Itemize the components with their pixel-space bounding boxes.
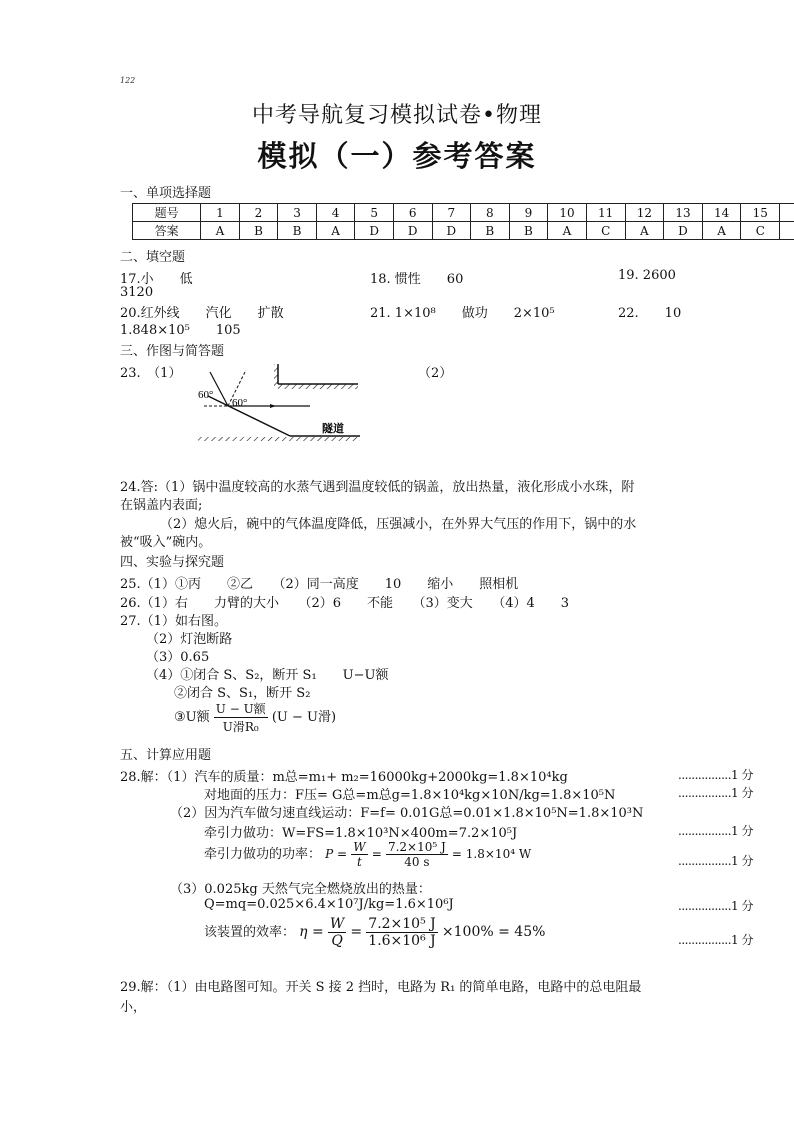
fraction-denominator: Q (331, 933, 343, 949)
answer-28-heat-value: Q=mq=0.025×6.4×10⁷J/kg=1.6×10⁶J (204, 897, 454, 912)
score-mark: ................1 分 (678, 933, 753, 947)
fraction-numerator: U − U额 (215, 702, 266, 716)
table-cell: B (278, 222, 317, 240)
answer-29-line2: 小， (120, 1000, 147, 1015)
table-cell: D (393, 222, 432, 240)
fraction-denominator: t (357, 855, 362, 869)
table-cell: D (664, 222, 703, 240)
table-cell: 11 (586, 204, 625, 222)
answer-28-work: 牵引力做功：W=FS=1.8×10³N×400m=7.2×10⁵J (204, 826, 518, 841)
section-choice: 一、单项选择题 (120, 186, 212, 201)
answer-24-line3: （2）熄火后，碗中的气体温度降低，压强减小，在外界大气压的作用下，锅中的水 (160, 517, 637, 532)
answer-27-2: （2）灯泡断路 (146, 632, 233, 647)
formula-suffix: (U − U滑) (271, 710, 337, 725)
table-cell: 6 (393, 204, 432, 222)
answer-21: 21. 1×10⁸ 做功 2×10⁵ (370, 306, 555, 321)
answer-24-line1: 24.答:（1）锅中温度较高的水蒸气遇到温度较低的锅盖，放出热量，液化形成小水珠，附 (120, 480, 635, 495)
score-mark: ................1 分 (678, 824, 753, 838)
answer-28-mass: 28.解：（1）汽车的质量：m总=m₁+ m₂=16000kg+2000kg=1.8×10⁴kg (120, 770, 568, 785)
formula-fraction (351, 840, 367, 869)
table-cell: D (355, 222, 394, 240)
answer-27-3: （3）0.65 (146, 650, 210, 665)
tunnel-reflection-diagram (190, 356, 370, 448)
fraction-denominator: 1.6×10⁶ J (368, 933, 436, 949)
formula-prefix: 该装置的效率： (204, 925, 296, 940)
table-cell: 2 (239, 204, 278, 222)
answer-28-power (204, 840, 531, 869)
answer-27-5: ②闭合 S、S₁，断开 S₂ (174, 686, 311, 701)
table-header-number: 题号 (133, 204, 201, 222)
answer-26: 26.（1）右 力臂的大小 （2）6 不能 （3）变大 （4）4 3 (120, 596, 570, 611)
formula-prefix: ③U额 (174, 710, 210, 725)
answer-27-4: （4）①闭合 S、S₂，断开 S₁ U−U额 (146, 668, 389, 683)
table-header-answer: 答案 (133, 222, 201, 240)
answer-17-cont: 3120 (120, 285, 154, 300)
table-cell-cut (780, 222, 794, 240)
formula-fraction (386, 840, 448, 869)
score-mark: ................1 分 (678, 768, 753, 782)
table-cell: 7 (432, 204, 471, 222)
table-row-numbers (133, 204, 794, 222)
table-cell: D (432, 222, 471, 240)
tunnel-label: 隧道 (322, 422, 344, 435)
answer-28-efficiency (204, 916, 545, 949)
table-cell: 1 (201, 204, 240, 222)
score-mark: ................1 分 (678, 854, 753, 868)
answer-28-force: （2）因为汽车做匀速直线运动：F=f= 0.01G总=0.01×1.8×10⁵N=1.8×10³N (170, 806, 644, 821)
table-cell: A (201, 222, 240, 240)
table-cell-cut (780, 204, 794, 222)
answer-20-cont: 1.848×10⁵ 105 (120, 323, 241, 338)
formula-symbol: P = (325, 847, 348, 861)
answer-22: 22. 10 (618, 306, 682, 321)
section-calc: 五、计算应用题 (120, 748, 212, 763)
answer-20: 20.红外线 汽化 扩散 (120, 306, 284, 321)
fraction-denominator: U滑R₀ (222, 720, 259, 734)
table-cell: 14 (702, 204, 741, 222)
answer-27-1: 27.（1）如右图。 (120, 614, 227, 629)
table-cell: C (741, 222, 780, 240)
fraction-numerator: 7.2×10⁵ J (387, 840, 446, 854)
answer-19: 19. 2600 (618, 268, 676, 283)
answer-28-heat: （3）0.025kg 天然气完全燃烧放出的热量： (170, 882, 431, 897)
answer-18: 18. 惯性 60 (370, 272, 464, 287)
formula-symbol: η = (299, 924, 324, 940)
table-cell: 4 (316, 204, 355, 222)
formula-fraction (366, 916, 437, 949)
table-cell: B (471, 222, 510, 240)
answer-24-line4: 被“吸入”碗内。 (120, 535, 212, 550)
answer-17: 17.小 低 (120, 272, 193, 287)
score-mark: ................1 分 (678, 786, 753, 800)
table-row-answers (133, 222, 794, 240)
table-cell: 15 (741, 204, 780, 222)
formula-result: ×100% = 45% (441, 924, 546, 940)
answer-28-pressure: 对地面的压力：F压= G总=m总g=1.8×10⁴kg×10N/kg=1.8×10⁵N (204, 788, 616, 803)
table-cell: A (702, 222, 741, 240)
table-cell: A (316, 222, 355, 240)
formula-fraction (328, 916, 346, 949)
table-cell: C (586, 222, 625, 240)
answer-table (132, 203, 794, 240)
table-cell: B (239, 222, 278, 240)
table-cell: 8 (471, 204, 510, 222)
answer-24-line2: 在锅盖内表面; (120, 498, 203, 513)
formula-equals: = (371, 847, 382, 861)
page-number: 122 (120, 76, 136, 85)
angle-label: 60° (232, 397, 248, 409)
formula-fraction (214, 700, 268, 735)
answer-27-6 (174, 700, 336, 735)
section-experiment: 四、实验与探究题 (120, 555, 225, 570)
table-cell: 5 (355, 204, 394, 222)
table-cell: A (625, 222, 664, 240)
answer-29-line1: 29.解：（1）由电路图可知。开关 S 接 2 挡时，电路为 R₁ 的简单电路，电路中的总电阻最 (120, 980, 642, 995)
fraction-denominator: 40 s (404, 855, 430, 869)
section-fill: 二、填空题 (120, 250, 186, 265)
fraction-numerator: 7.2×10⁵ J (368, 916, 436, 932)
answer-25: 25.（1）①丙 ②乙 （2）同一高度 10 缩小 照相机 (120, 577, 519, 592)
page-title: 中考导航复习模拟试卷•物理 (252, 103, 542, 128)
answer-23-part2: （2） (418, 366, 453, 381)
table-cell: 10 (548, 204, 587, 222)
table-cell: A (548, 222, 587, 240)
table-cell: 3 (278, 204, 317, 222)
score-mark: ................1 分 (678, 899, 753, 913)
formula-result: = 1.8×10⁴ W (451, 847, 532, 861)
fraction-numerator: W (353, 840, 366, 854)
table-cell: B (509, 222, 548, 240)
table-cell: 12 (625, 204, 664, 222)
angle-label: 60° (198, 389, 214, 401)
section-drawing: 三、作图与简答题 (120, 344, 225, 359)
answer-23-part1: 23. （1） (120, 366, 182, 381)
fraction-numerator: W (329, 916, 345, 932)
table-cell: 9 (509, 204, 548, 222)
formula-equals: = (350, 924, 363, 940)
table-cell: 13 (664, 204, 703, 222)
formula-prefix: 牵引力做功的功率： (204, 847, 322, 862)
page-subtitle: 模拟（一）参考答案 (257, 139, 537, 173)
